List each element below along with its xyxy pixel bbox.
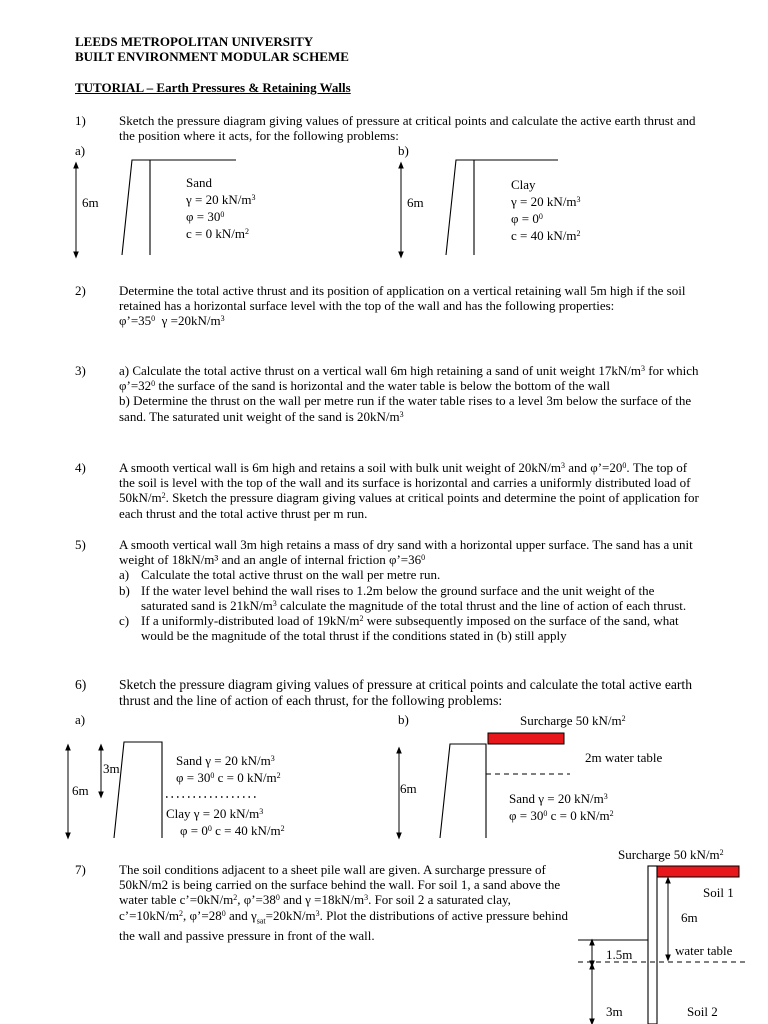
q4-text: A smooth vertical wall is 6m high and retains a soil with bulk unit weight of $20kN/m^3$ and $\varphi’=20^0$. The top of the soil is level with the top of the wall and its surface is horizontal and carries a uniformly distributed load of $50kN/m^2$. Sketch the pressure diagram giving values at critical points and determine the point of application for each thrust and the total active thrust per m run. xyxy=(119,460,699,521)
q6a-clay-gamma: Clay γ = 20 $kN/m^3$ xyxy=(166,806,264,821)
q1a-phi: $\varphi = 30^0$ xyxy=(186,209,225,224)
q2-properties: $\varphi’=35^0$ $\gamma =20kN/m^3$ xyxy=(119,313,225,329)
q6b-water-label: 2m water table xyxy=(585,750,663,765)
q6-label-b: b) xyxy=(398,712,409,727)
q1a-height-label: 6m xyxy=(82,195,99,210)
q1-label-a: a) xyxy=(75,143,86,158)
q5-part-a: a) Calculate the total active thrust on the wall per metre run. xyxy=(119,567,441,583)
q4-number: 4) xyxy=(75,460,86,475)
q6b-sand-props: $\varphi = 30^0$ c = 0 $kN/m^2$ xyxy=(509,808,614,823)
q5-text: A smooth vertical wall 3m high retains a mass of dry sand with a horizontal upper surface. The sand has a unit weight of 18kN/m³ and an angle of internal friction $\varphi’=36^0$ a) Calculate the total active thrust on the wall per metre run. b) If the water level behind the wall rises to 1.2m below the ground surface and the unit weight of the saturated sand is $21kN/m^3$ calculate the magnitude of the total thrust and the line of action of each thrust. c) If a uniformly-distributed load of $19kN/m^2$ were subsequently imposed on the surface of the sand, what would be the magnitude of the total thrust if the conditions stated in (b) still apply xyxy=(119,537,704,643)
q7-surcharge-bar xyxy=(657,866,739,877)
q6b-wall xyxy=(440,744,486,838)
q6a-height-label: 6m xyxy=(72,783,89,798)
q7-number: 7) xyxy=(75,862,86,877)
q3-text xyxy=(119,363,704,424)
q1b-phi: $\varphi = 0^0$ xyxy=(511,211,543,226)
q1-number: 1) xyxy=(75,113,86,128)
q3-part-b: b) Determine the thrust on the wall per metre run if the water table rises to a level 3m below the surface of the sand. The saturated unit weight of the sand is $20kN/m^3$ xyxy=(119,393,692,424)
q7-sheet-pile xyxy=(648,866,657,1024)
q7-soil1-label: Soil 1 xyxy=(703,885,734,900)
q7-height-6m-label: 6m xyxy=(681,910,698,925)
q6a-wall xyxy=(114,742,162,838)
q6a-sand-props: $\varphi = 30^0$ c = 0 $kN/m^2$ xyxy=(176,770,281,785)
q7-text: The soil conditions adjacent to a sheet pile wall are given. A surcharge pressure of 50kN/m2 is being carried on the surface behind the wall. For soil 1, a sand above the water table $c’=0kN/m^2$, $\varphi’=38^0$ and $\gamma =18kN/m^3$. For soil 2 a saturated clay, $c’=10kN/m^2$, $\varphi’=28^0$ and $\gamma_{sat}=20kN/m^3$. Plot the distributions of active pressure behind the wall and passive pressure in front of the wall. xyxy=(119,862,568,944)
q7-soil2-label: Soil 2 xyxy=(687,1004,718,1019)
q6b-height-label: 6m xyxy=(400,781,417,796)
university-name: LEEDS METROPOLITAN UNIVERSITY xyxy=(75,34,314,49)
q5-part-c: c) If a uniformly-distributed load of $19kN/m^2$ were subsequently imposed on the surface of the sand, what would be the magnitude of the total thrust if the conditions stated in (b) still apply xyxy=(119,613,679,644)
q1a-cohesion: c = 0 $kN/m^2$ xyxy=(186,226,249,241)
q6-number: 6) xyxy=(75,677,87,692)
q1a-soil-type: Sand xyxy=(186,175,212,190)
q2-number: 2) xyxy=(75,283,86,298)
q7-height-3m-label: 3m xyxy=(606,1004,623,1019)
q7-water-label: water table xyxy=(675,943,733,958)
q6a-clay-props: $\varphi = 0^0$ c = 40 $kN/m^2$ xyxy=(180,823,285,838)
q1b-soil-type: Clay xyxy=(511,177,536,192)
q1-label-b: b) xyxy=(398,143,409,158)
q1b-gamma: γ = 20 $kN/m^3$ xyxy=(511,194,581,209)
q6a-top-label: 3m xyxy=(103,761,120,776)
q3-part-a: a) Calculate the total active thrust on a vertical wall 6m high retaining a sand of unit weight $17kN/m^3$ for which $\varphi’=32^0$ the surface of the sand is horizontal and the water table is below the bottom of the wall xyxy=(119,363,699,394)
tutorial-title: TUTORIAL – Earth Pressures & Retaining Walls xyxy=(75,80,351,95)
q1b-cohesion: c = 40 $kN/m^2$ xyxy=(511,228,581,243)
q3-number: 3) xyxy=(75,363,86,378)
q1-text: Sketch the pressure diagram giving values of pressure at critical points and calculate the active earth thrust and the position where it acts, for the following problems: xyxy=(119,113,696,144)
q1a-gamma: γ = 20 $kN/m^3$ xyxy=(186,192,256,207)
q6b-surcharge-label: Surcharge 50 $kN/m^2$ xyxy=(520,713,626,728)
q6b-surcharge-bar xyxy=(488,733,564,744)
q7-height-15m-label: 1.5m xyxy=(606,947,633,962)
q6-text: Sketch the pressure diagram giving values of pressure at critical points and calculate the total active earth thrust and the line of action of each thrust, for the following problems: xyxy=(119,677,692,708)
q6a-sand-gamma: Sand γ = 20 $kN/m^3$ xyxy=(176,753,275,768)
scheme-name: BUILT ENVIRONMENT MODULAR SCHEME xyxy=(75,49,349,64)
q1b-height-label: 6m xyxy=(407,195,424,210)
q6-label-a: a) xyxy=(75,712,86,727)
q6b-sand-gamma: Sand γ = 20 $kN/m^3$ xyxy=(509,791,608,806)
q5-part-b: b) If the water level behind the wall rises to 1.2m below the ground surface and the unit weight of the saturated sand is $21kN/m^3$ calculate the magnitude of the total thrust and the line of action of each thrust. xyxy=(119,582,687,613)
q5-number: 5) xyxy=(75,537,86,552)
q7-surcharge-label: Surcharge 50 $kN/m^2$ xyxy=(618,847,724,862)
q2-text: Determine the total active thrust and its position of application on a vertical retaining wall 5m high if the soil retained has a horizontal surface level with the top of the wall and has the following properties: $\varphi’=35^0$ $\gamma =20kN/m^3$ xyxy=(119,283,704,329)
